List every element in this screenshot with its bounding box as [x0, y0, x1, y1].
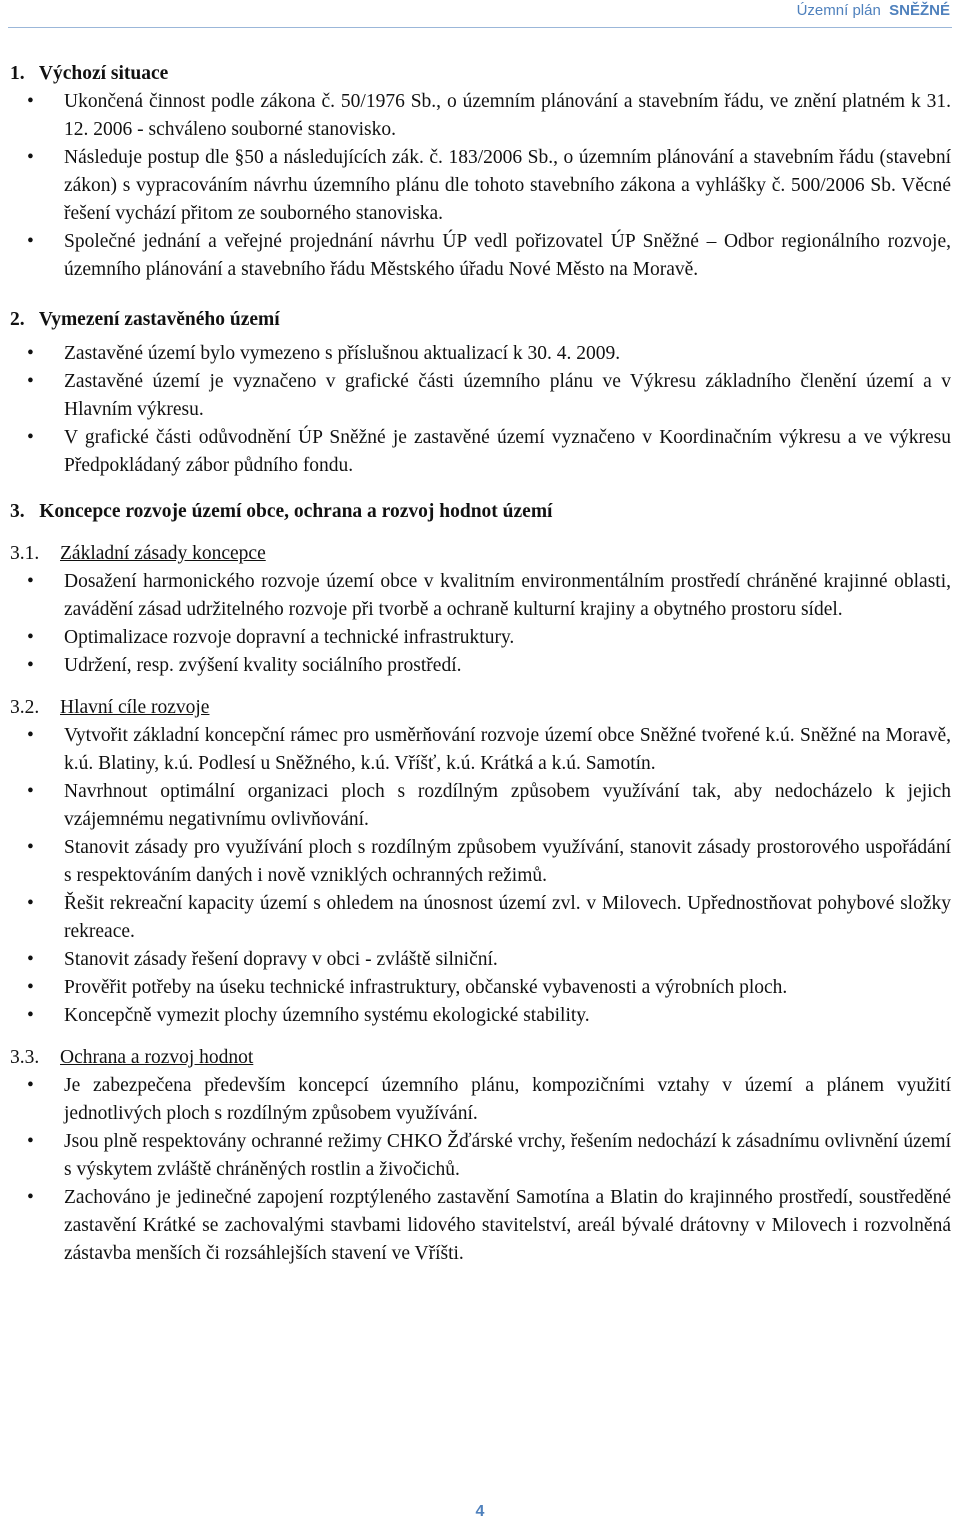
- bullet-icon: •: [27, 427, 34, 448]
- subsection-number: 3.1.: [10, 543, 40, 564]
- header-name: SNĚŽNÉ: [889, 2, 950, 19]
- header-divider: [8, 27, 952, 28]
- subsection-title: Základní zásady koncepce: [60, 543, 266, 564]
- spacer: [10, 284, 951, 306]
- list-item: [10, 1002, 951, 1030]
- subsection-number: 3.2.: [10, 697, 40, 718]
- list-item: [10, 974, 951, 1002]
- list-item: [10, 722, 951, 778]
- list-item: [10, 1184, 951, 1268]
- list-item: [10, 778, 951, 834]
- section-heading: 3. Koncepce rozvoje území obce, ochrana a rozvoj hodnot území: [10, 501, 553, 522]
- bullet-icon: •: [27, 1131, 34, 1152]
- bullet-icon: •: [27, 949, 34, 970]
- bullet-icon: •: [27, 91, 34, 112]
- list-item: [10, 834, 951, 890]
- bullet-icon: •: [27, 977, 34, 998]
- list-item: [10, 424, 951, 480]
- list-item: [10, 946, 951, 974]
- list-item-text: Zachováno je jedinečné zapojení rozptýleného zastavění Samotína a Blatin do krajinného prostředí, soustředěné zastavění Krátké se zachovalými stavbami lidového stavitelství, areál bývalé drátovny v Milovech i rozvolněná zástavba menších či rozsáhlejších stavení ve Vříšti.: [64, 1187, 951, 1264]
- bullet-icon: •: [27, 655, 34, 676]
- subsection-title: Ochrana a rozvoj hodnot: [60, 1047, 254, 1068]
- list-item: [10, 652, 951, 680]
- list-item: [10, 368, 951, 424]
- list-item: [10, 1072, 951, 1128]
- bullet-icon: •: [27, 343, 34, 364]
- list-item-text: Následuje postup dle §50 a následujících zák. č. 183/2006 Sb., o územním plánování a stavebním řádu (stavební zákon) s vypracováním návrhu územního plánu dle tohoto stavebního zákona a vyhlášky č. 500/2006 Sb. Věcné řešení vychází přitom ze souborného stanoviska.: [64, 147, 951, 224]
- list-item: [10, 624, 951, 652]
- bullet-icon: •: [27, 147, 34, 168]
- list-item: [10, 568, 951, 624]
- list-item-text: Stanovit zásady řešení dopravy v obci - zvláště silniční.: [64, 949, 498, 970]
- header-prefix: Územní plán: [796, 2, 881, 19]
- bullet-icon: •: [27, 837, 34, 858]
- list-item-text: Zastavěné území bylo vymezeno s příslušnou aktualizací k 30. 4. 2009.: [64, 343, 621, 364]
- spacer: [10, 526, 951, 540]
- list-item-text: Koncepčně vymezit plochy územního systému ekologické stability.: [64, 1005, 590, 1026]
- list-item-text: Udržení, resp. zvýšení kvality sociálního prostředí.: [64, 655, 462, 676]
- bullet-icon: •: [27, 1075, 34, 1096]
- subsection-heading: [10, 540, 951, 568]
- list-item: [10, 88, 951, 144]
- list-item-text: Zastavěné území je vyznačeno v grafické části územního plánu ve Výkresu základního členění území a v Hlavním výkresu.: [64, 371, 951, 420]
- bullet-icon: •: [27, 627, 34, 648]
- bullet-icon: •: [27, 1005, 34, 1026]
- list-item-text: Řešit rekreační kapacity území s ohledem na únosnost území zvl. v Milovech. Upřednostňovat pohybové složky rekreace.: [64, 893, 951, 942]
- subsection-number: 3.3.: [10, 1047, 40, 1068]
- list-item: [10, 228, 951, 284]
- running-header: [797, 2, 950, 19]
- list-item-text: Prověřit potřeby na úseku technické infrastruktury, občanské vybavenosti a výrobních ploch.: [64, 977, 788, 998]
- list-item-text: Optimalizace rozvoje dopravní a technické infrastruktury.: [64, 627, 515, 648]
- section-heading: 1. Výchozí situace: [10, 63, 169, 84]
- bullet-icon: •: [27, 1187, 34, 1208]
- bullet-icon: •: [27, 781, 34, 802]
- list-item-text: Je zabezpečena především koncepcí územního plánu, kompozičními vztahy v území a plánem využití jednotlivých ploch s rozdílným způsobem využívání.: [64, 1075, 951, 1124]
- subsection-heading: [10, 1044, 951, 1072]
- spacer: [10, 480, 951, 498]
- spacer: [10, 1030, 951, 1044]
- list-item: [10, 340, 951, 368]
- list-item: [10, 144, 951, 228]
- list-item-text: Dosažení harmonického rozvoje území obce v kvalitním environmentálním prostředí chráněné krajinné oblasti, zavádění zásad udržitelného rozvoje při tvorbě a ochraně kulturní krajiny a obytného prostoru sídel.: [64, 571, 951, 620]
- bullet-icon: •: [27, 893, 34, 914]
- list-item-text: Stanovit zásady pro využívání ploch s rozdílným způsobem využívání, stanovit zásady prostorového uspořádání s respektováním daných i nově vzniklých ochranných režimů.: [64, 837, 951, 886]
- section-heading: 2. Vymezení zastavěného území: [10, 309, 280, 330]
- list-item-text: Společné jednání a veřejné projednání návrhu ÚP vedl pořizovatel ÚP Sněžné – Odbor regionálního rozvoje, územního plánování a stavebního řádu Městského úřadu Nové Město na Moravě.: [64, 231, 951, 280]
- page-number: 4: [475, 1503, 485, 1520]
- list-item-text: Ukončená činnost podle zákona č. 50/1976 Sb., o územním plánování a stavebním řádu, ve znění platném k 31. 12. 2006 - schváleno souborné stanovisko.: [64, 91, 951, 140]
- list-item: [10, 890, 951, 946]
- list-item-text: Vytvořit základní koncepční rámec pro usměrňování rozvoje území obce Sněžné tvořené k.ú. Sněžné na Moravě, k.ú. Blatiny, k.ú. Podlesí u Sněžného, k.ú. Vříšť, k.ú. Krátká a k.ú. Samotín.: [64, 725, 951, 774]
- document-body: [10, 60, 951, 1268]
- bullet-icon: •: [27, 231, 34, 252]
- list-item-text: Navrhnout optimální organizaci ploch s rozdílným způsobem využívání tak, aby nedocházelo k jejich vzájemnému negativnímu ovlivňování.: [64, 781, 951, 830]
- subsection-heading: [10, 694, 951, 722]
- list-item: [10, 1128, 951, 1184]
- list-item-text: Jsou plně respektovány ochranné režimy CHKO Žďárské vrchy, řešením nedochází k zásadnímu ovlivnění území s výskytem zvláště chráněných rostlin a živočichů.: [64, 1131, 951, 1180]
- bullet-icon: •: [27, 571, 34, 592]
- subsection-title: Hlavní cíle rozvoje: [60, 697, 210, 718]
- bullet-icon: •: [27, 725, 34, 746]
- list-item-text: V grafické části odůvodnění ÚP Sněžné je zastavěné území vyznačeno v Koordinačním výkresu a ve výkresu Předpokládaný zábor půdního fondu.: [64, 427, 951, 476]
- bullet-icon: •: [27, 371, 34, 392]
- spacer: [10, 680, 951, 694]
